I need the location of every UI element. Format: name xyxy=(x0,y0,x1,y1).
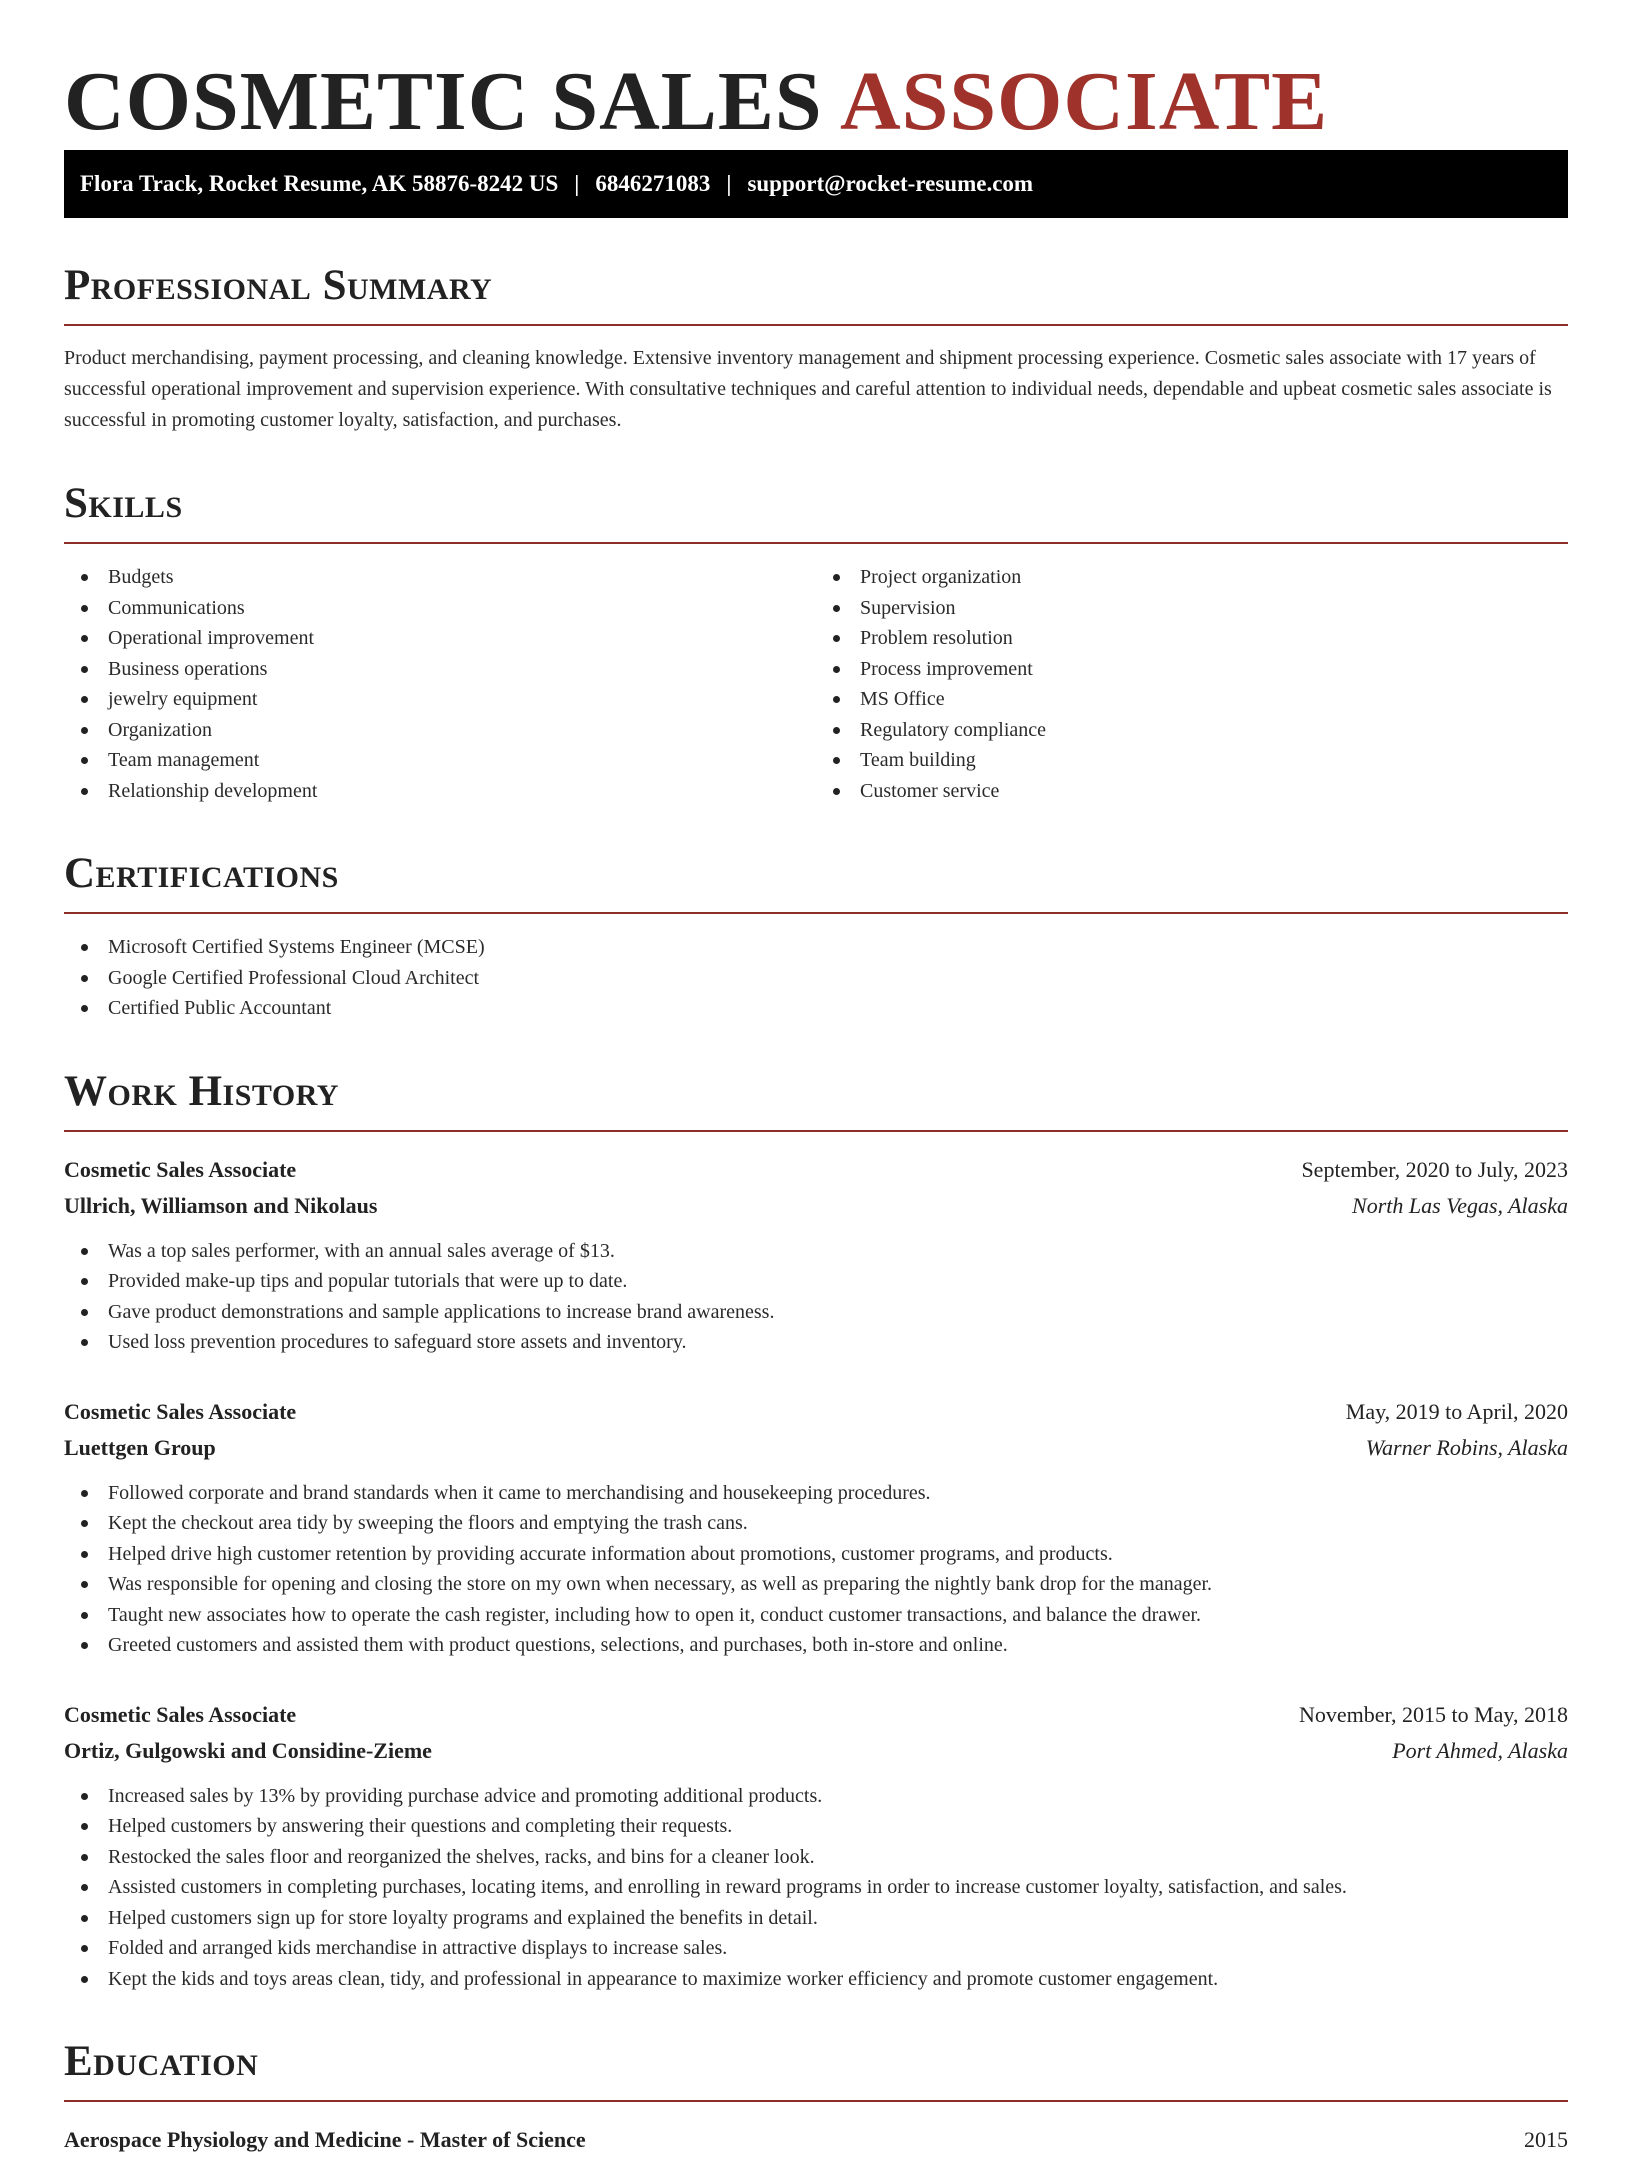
job-duty: Was responsible for opening and closing the store on my own when necessary, as well as preparing the nightly bank drop for the manager. xyxy=(64,1569,1568,1600)
certification-item: Google Certified Professional Cloud Architect xyxy=(64,963,1568,994)
job-dates: September, 2020 to July, 2023 xyxy=(1301,1156,1568,1182)
education-section xyxy=(64,2038,1568,2158)
skill-item: Organization xyxy=(64,715,816,746)
job-duty: Restocked the sales floor and reorganized the shelves, racks, and bins for a cleaner look. xyxy=(64,1842,1568,1873)
skills-list-right xyxy=(816,562,1568,806)
contact-email[interactable]: support@rocket-resume.com xyxy=(747,171,1034,196)
skill-item: Budgets xyxy=(64,562,816,593)
job-company: Luettgen Group xyxy=(64,1434,216,1460)
job-company-row xyxy=(64,1188,1568,1224)
skill-item: Operational improvement xyxy=(64,623,816,654)
education-degree: Aerospace Physiology and Medicine - Master of Science xyxy=(64,2127,586,2152)
job-header-row xyxy=(64,1152,1568,1188)
skill-item: Project organization xyxy=(816,562,1568,593)
job-duty: Kept the kids and toys areas clean, tidy, and professional in appearance to maximize worker efficiency and promote customer engagement. xyxy=(64,1964,1568,1995)
skill-item: Team management xyxy=(64,745,816,776)
job-duties xyxy=(64,1478,1568,1661)
summary-section xyxy=(64,262,1568,436)
skill-item: Process improvement xyxy=(816,654,1568,685)
contact-separator: | xyxy=(574,171,580,196)
job-duty: Increased sales by 13% by providing purchase advice and promoting additional products. xyxy=(64,1781,1568,1812)
job-duty: Helped customers sign up for store loyalty programs and explained the benefits in detail. xyxy=(64,1903,1568,1934)
job-duties xyxy=(64,1781,1568,1995)
title-second: ASSOCIATE xyxy=(839,55,1329,148)
job-duty: Kept the checkout area tidy by sweeping the floors and emptying the trash cans. xyxy=(64,1508,1568,1539)
job-duty: Greeted customers and assisted them with product questions, selections, and purchases, both in-store and online. xyxy=(64,1630,1568,1661)
job-company: Ullrich, Williamson and Nikolaus xyxy=(64,1192,378,1218)
work-history-section xyxy=(64,1068,1568,1995)
skill-item: Customer service xyxy=(816,776,1568,807)
skill-item: Relationship development xyxy=(64,776,816,807)
skill-item: Business operations xyxy=(64,654,816,685)
section-heading: Education xyxy=(64,2038,1568,2102)
job-duty: Taught new associates how to operate the cash register, including how to open it, conduct customer transactions, and balance the drawer. xyxy=(64,1600,1568,1631)
resume-title xyxy=(64,0,1568,150)
job-entry xyxy=(64,1697,1568,1995)
job-company-row xyxy=(64,1733,1568,1769)
job-duty: Assisted customers in completing purchases, locating items, and enrolling in reward programs in order to increase customer loyalty, satisfaction, and sales. xyxy=(64,1872,1568,1903)
certification-item: Certified Public Accountant xyxy=(64,993,1568,1024)
section-heading: Skills xyxy=(64,480,1568,544)
education-year: 2015 xyxy=(1524,2127,1568,2152)
skills-list-left xyxy=(64,562,816,806)
job-duty: Provided make-up tips and popular tutorials that were up to date. xyxy=(64,1266,1568,1297)
job-header-row xyxy=(64,1394,1568,1430)
job-location: Warner Robins, Alaska xyxy=(1365,1434,1568,1460)
summary-text: Product merchandising, payment processing, and cleaning knowledge. Extensive inventory management and shipment processing experience. Cosmetic sales associate with 17 years of successful operational improvement and supervision experience. With consultative techniques and careful attention to individual needs, dependable and upbeat cosmetic sales associate is successful in promoting customer loyalty, satisfaction, and purchases. xyxy=(64,347,1552,431)
job-entry xyxy=(64,1152,1568,1358)
job-dates: May, 2019 to April, 2020 xyxy=(1345,1398,1568,1424)
title-first: COSMETIC SALES xyxy=(64,55,823,148)
job-location: Port Ahmed, Alaska xyxy=(1392,1737,1568,1763)
contact-bar xyxy=(64,150,1568,218)
job-entry xyxy=(64,1394,1568,1661)
skills-grid xyxy=(64,544,1568,806)
skill-item: Regulatory compliance xyxy=(816,715,1568,746)
job-dates: November, 2015 to May, 2018 xyxy=(1299,1701,1568,1727)
section-heading: Certifications xyxy=(64,850,1568,914)
contact-phone: 6846271083 xyxy=(595,171,711,196)
job-duties xyxy=(64,1236,1568,1358)
job-title: Cosmetic Sales Associate xyxy=(64,1398,297,1424)
certification-item: Microsoft Certified Systems Engineer (MCSE) xyxy=(64,932,1568,963)
section-heading: Professional Summary xyxy=(64,262,1568,326)
job-duty: Was a top sales performer, with an annual sales average of $13. xyxy=(64,1236,1568,1267)
certifications-list xyxy=(64,932,1568,1024)
skills-section xyxy=(64,480,1568,806)
contact-separator: | xyxy=(726,171,732,196)
job-duty: Used loss prevention procedures to safeguard store assets and inventory. xyxy=(64,1327,1568,1358)
skill-item: Communications xyxy=(64,593,816,624)
job-company: Ortiz, Gulgowski and Considine-Zieme xyxy=(64,1737,432,1763)
job-title: Cosmetic Sales Associate xyxy=(64,1156,297,1182)
section-heading: Work History xyxy=(64,1068,1568,1132)
education-row xyxy=(64,2122,1568,2158)
skill-item: Problem resolution xyxy=(816,623,1568,654)
skill-item: jewelry equipment xyxy=(64,684,816,715)
job-title: Cosmetic Sales Associate xyxy=(64,1701,297,1727)
job-location: North Las Vegas, Alaska xyxy=(1352,1192,1568,1218)
skill-item: Supervision xyxy=(816,593,1568,624)
certifications-section xyxy=(64,850,1568,1024)
contact-address: Flora Track, Rocket Resume, AK 58876-8242 US xyxy=(80,171,559,196)
job-duty: Gave product demonstrations and sample applications to increase brand awareness. xyxy=(64,1297,1568,1328)
job-duty: Followed corporate and brand standards when it came to merchandising and housekeeping procedures. xyxy=(64,1478,1568,1509)
skill-item: MS Office xyxy=(816,684,1568,715)
skill-item: Team building xyxy=(816,745,1568,776)
job-duty: Helped drive high customer retention by providing accurate information about promotions, customer programs, and products. xyxy=(64,1539,1568,1570)
job-duty: Helped customers by answering their questions and completing their requests. xyxy=(64,1811,1568,1842)
job-duty: Folded and arranged kids merchandise in attractive displays to increase sales. xyxy=(64,1933,1568,1964)
job-company-row xyxy=(64,1430,1568,1466)
job-header-row xyxy=(64,1697,1568,1733)
